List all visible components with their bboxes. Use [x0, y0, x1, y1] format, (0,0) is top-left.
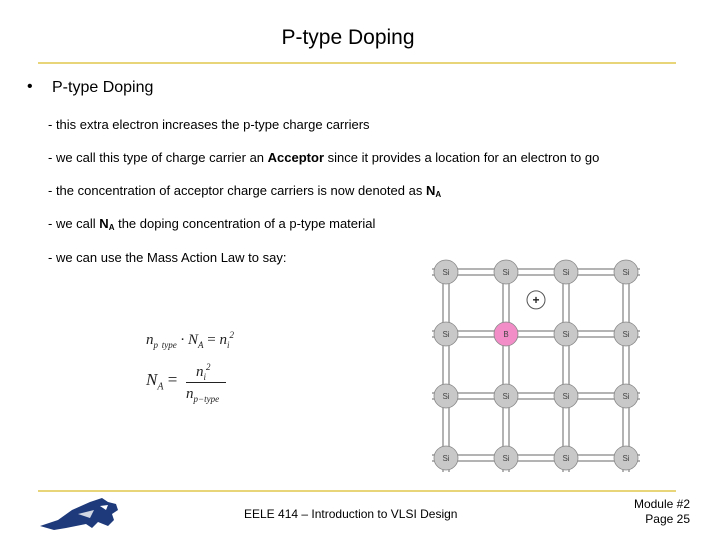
- eq2-denominator: [186, 386, 219, 404]
- page-label: Page 25: [645, 512, 690, 526]
- eq1-na: N: [188, 332, 199, 348]
- text-line-4: [48, 216, 375, 232]
- na-symbol: N: [425, 183, 436, 198]
- equation-na: [146, 370, 177, 392]
- eq1-ni-sub: i: [226, 340, 230, 350]
- text-line-4-post: the doping concentration of a p-type material: [114, 216, 376, 231]
- eq2-na-sub: A: [157, 381, 164, 393]
- atom-label: Si: [502, 454, 510, 463]
- footer-divider: [38, 490, 676, 492]
- eq1-ni: n: [219, 332, 227, 348]
- text-line-1: - this extra electron increases the p-type charge carriers: [48, 117, 370, 132]
- atom-label: Si: [442, 454, 450, 463]
- acceptor-term: Acceptor: [267, 150, 325, 165]
- text-line-5: - we can use the Mass Action Law to say:: [48, 250, 287, 265]
- module-label: Module #2: [633, 497, 690, 511]
- eq2-equals: =: [167, 370, 178, 389]
- eq2-num-n: n: [196, 364, 204, 380]
- eq2-numerator: [196, 362, 211, 382]
- atom-label: Si: [562, 392, 570, 401]
- bullet-marker: •: [27, 78, 33, 95]
- na-symbol: N: [99, 216, 109, 231]
- atom-label: Si: [562, 330, 570, 339]
- eq1-n: n: [146, 332, 154, 348]
- atom-label: Si: [622, 454, 630, 463]
- atom-label: Si: [442, 330, 450, 339]
- eq2-na: N: [146, 370, 158, 389]
- na-subscript: A: [108, 223, 115, 232]
- eq1-dot: ·: [180, 332, 185, 348]
- bobcat-logo-icon: [38, 496, 120, 532]
- atom-label: Si: [622, 330, 630, 339]
- text-line-2-pre: - we call this type of charge carrier an: [48, 150, 268, 165]
- hole-plus-label: +: [532, 292, 540, 307]
- eq2-num-sup: 2: [206, 362, 211, 372]
- atom-label: Si: [442, 268, 450, 277]
- eq2-num-sub: i: [203, 372, 207, 382]
- text-line-2: [48, 150, 599, 165]
- atom-label: Si: [622, 268, 630, 277]
- atom-label: Si: [562, 454, 570, 463]
- text-line-3: [48, 183, 441, 199]
- atom-label: Si: [502, 268, 510, 277]
- atom-label: Si: [502, 392, 510, 401]
- eq1-na-sub: A: [198, 340, 204, 350]
- atom-label: Si: [442, 392, 450, 401]
- text-line-4-pre: - we call: [48, 216, 100, 231]
- silicon-lattice-diagram: [418, 258, 660, 478]
- atom-label: Si: [562, 268, 570, 277]
- atom-label: Si: [622, 392, 630, 401]
- na-subscript: A: [435, 190, 442, 199]
- fraction-bar: [186, 382, 226, 383]
- bullet-heading: P-type Doping: [52, 79, 154, 96]
- text-line-2-post: since it provides a location for an electron to go: [324, 150, 600, 165]
- atom-label: B: [503, 330, 509, 339]
- eq1-equals: =: [207, 332, 216, 348]
- slide-title: P-type Doping: [281, 26, 415, 49]
- equation-mass-action: [146, 330, 234, 350]
- module-page-info: [600, 497, 690, 527]
- title-divider: [38, 62, 676, 64]
- text-line-3-pre: - the concentration of acceptor charge carriers is now denoted as: [48, 183, 426, 198]
- eq1-sub-type: type: [161, 340, 177, 350]
- eq2-den-sub: p−type: [193, 394, 220, 404]
- eq1-sub-p: p: [153, 340, 158, 350]
- course-label: EELE 414 – Introduction to VLSI Design: [244, 507, 458, 521]
- eq1-square: 2: [229, 330, 234, 340]
- eq2-den-n: n: [186, 386, 194, 402]
